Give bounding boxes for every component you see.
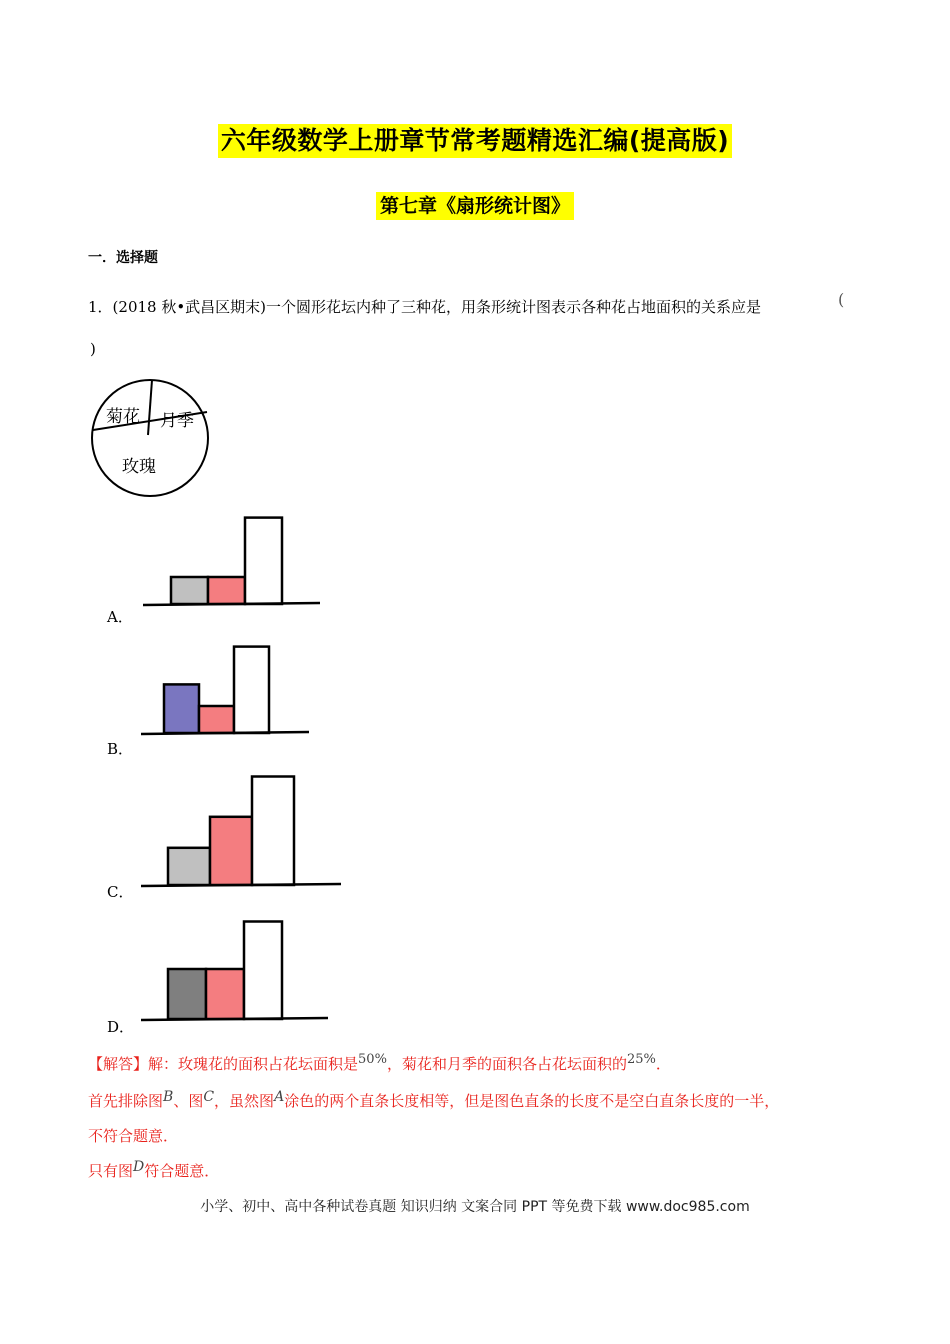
answer-line2-a: 首先排除图 xyxy=(88,1092,164,1110)
bar-chart-option-a xyxy=(143,518,320,605)
page-footer: 小学、初中、高中各种试卷真题 知识归纳 文案合同 PPT 等免费下载 www.doc985.com xyxy=(200,1199,750,1215)
answer-pct-50: 50% xyxy=(358,1052,387,1067)
baseline-a xyxy=(143,603,320,605)
answer-line1-pre: 解：玫瑰花的面积占花坛面积是 xyxy=(148,1055,359,1073)
answer-line2-b: 、图 xyxy=(173,1092,204,1110)
bar-b-2 xyxy=(199,706,234,733)
pie-label-chinese-rose: 月季 xyxy=(160,411,194,431)
answer-pct-25: 25% xyxy=(626,1052,656,1067)
bar-c-1 xyxy=(168,848,210,885)
bar-d-3 xyxy=(244,922,282,1020)
bar-chart-option-c xyxy=(141,777,341,887)
section-heading: 一．选择题 xyxy=(88,250,158,266)
answer-line-2 xyxy=(88,1090,779,1111)
answer-var-c: C xyxy=(203,1089,215,1105)
answer-line2-c: ，虽然图 xyxy=(214,1092,275,1110)
answer-line1-mid: ，菊花和月季的面积各占花坛面积的 xyxy=(386,1055,627,1073)
option-a-label[interactable]: A． xyxy=(107,608,133,626)
question-paren-close: ) xyxy=(90,340,96,358)
answer-line2-d: 涂色的两个直条长度相等，但是图色直条的长度不是空白直条长度的一半， xyxy=(284,1092,780,1110)
bar-a-2 xyxy=(208,577,245,604)
answer-var-b: B xyxy=(163,1089,174,1105)
bar-d-1 xyxy=(168,969,206,1019)
option-d-label[interactable]: D． xyxy=(107,1018,135,1036)
pie-label-chrysanthemum: 菊花 xyxy=(106,407,140,427)
answer-line1-end: ． xyxy=(655,1055,671,1073)
question-paren-open: ( xyxy=(838,290,845,309)
answer-line-1 xyxy=(88,1053,671,1074)
option-c-label[interactable]: C． xyxy=(107,883,134,901)
page-title: 六年级数学上册章节常考题精选汇编(提高版) xyxy=(218,124,732,158)
bar-d-2 xyxy=(206,969,244,1019)
answer-var-a: A xyxy=(274,1089,285,1105)
bar-c-2 xyxy=(210,817,252,885)
bar-charts xyxy=(141,518,341,1020)
answer-var-d: D xyxy=(133,1159,145,1175)
bar-b-3 xyxy=(234,647,269,733)
bar-a-1 xyxy=(171,577,208,604)
answer-line-3: 不符合题意． xyxy=(88,1127,179,1145)
bar-c-3 xyxy=(252,777,294,886)
pie-chart xyxy=(92,380,208,496)
bar-chart-option-d xyxy=(141,922,328,1021)
answer-line4-a: 只有图 xyxy=(88,1162,134,1180)
answer-tag: 【解答】 xyxy=(88,1055,149,1073)
chapter-subtitle: 第七章《扇形统计图》 xyxy=(376,192,574,220)
bar-a-3 xyxy=(245,518,282,604)
pie-label-rose: 玫瑰 xyxy=(122,457,156,477)
bar-b-1 xyxy=(164,684,199,733)
option-b-label[interactable]: B． xyxy=(107,740,134,758)
answer-line-4 xyxy=(88,1160,219,1181)
bar-chart-option-b xyxy=(141,647,309,734)
question-text: 1．(2018 秋•武昌区期末)一个圆形花坛内种了三种花，用条形统计图表示各种花占地面积的关系应是 xyxy=(88,298,762,316)
answer-line4-b: 符合题意． xyxy=(144,1162,220,1180)
